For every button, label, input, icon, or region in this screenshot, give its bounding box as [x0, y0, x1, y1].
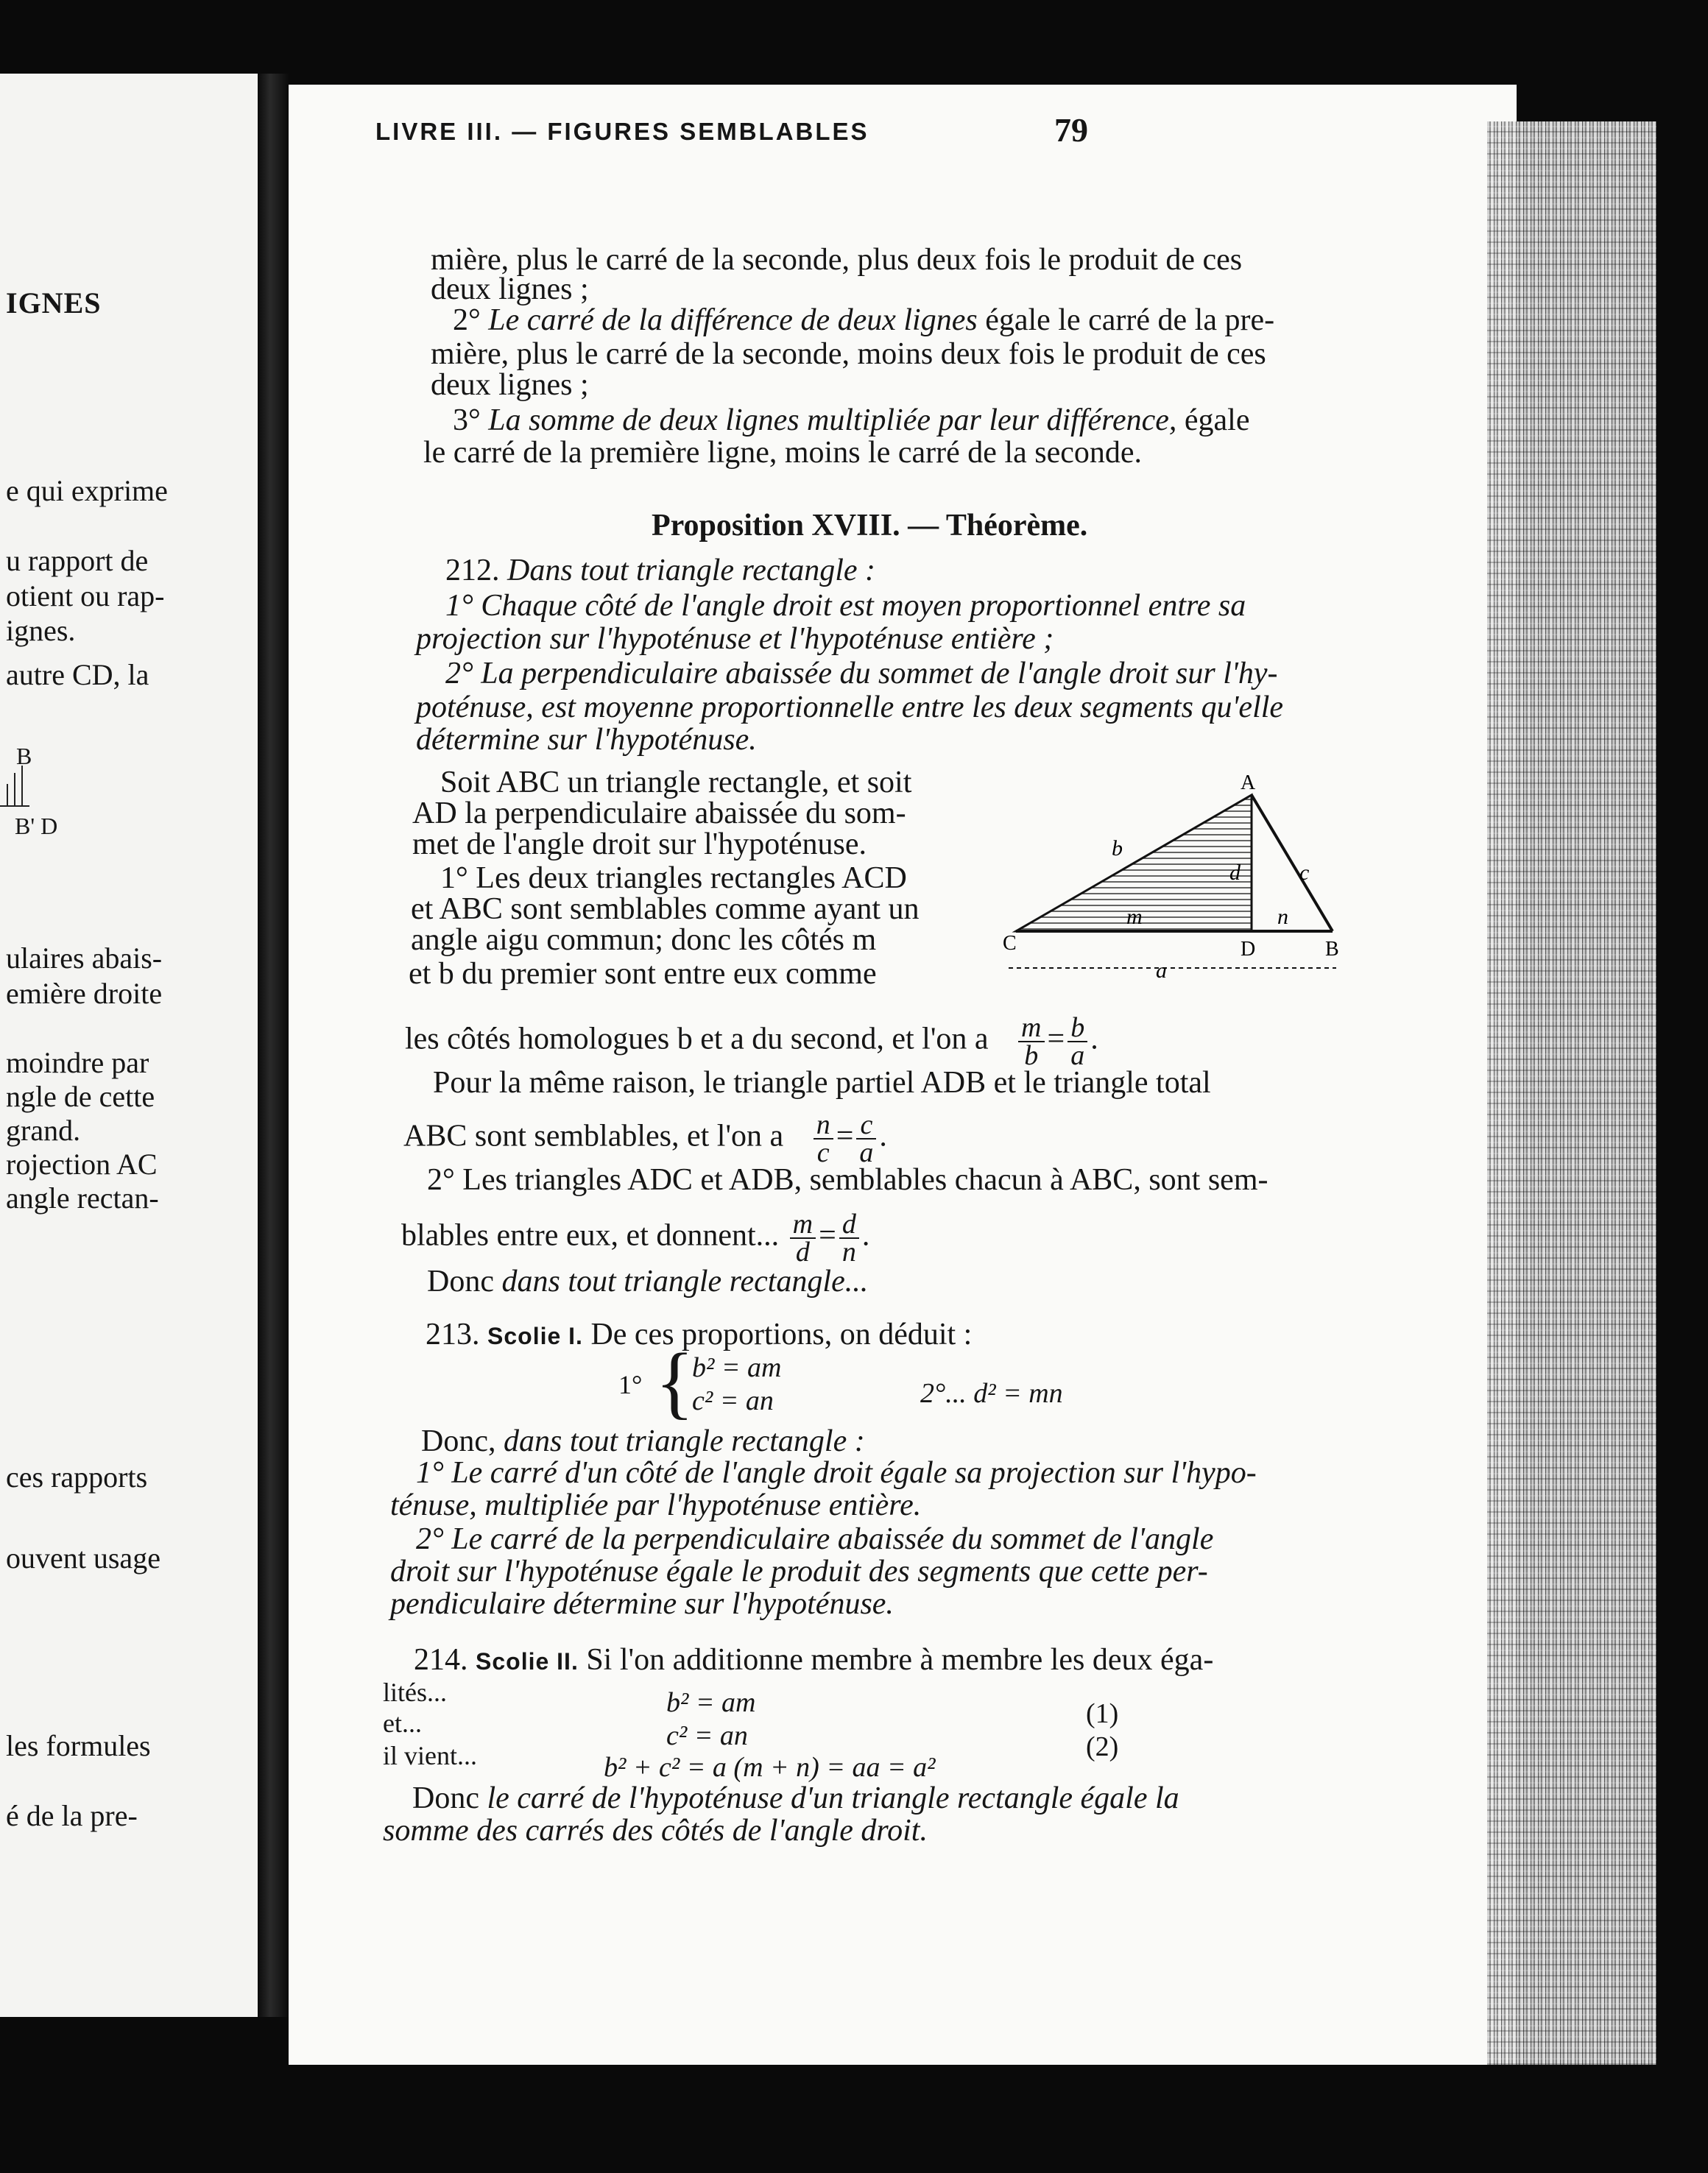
left-page-figure-label: B' D — [15, 813, 58, 839]
left-page-line: otient ou rap- — [6, 579, 165, 612]
left-facing-page — [0, 74, 258, 2017]
left-page-line: emière droite — [6, 977, 163, 1010]
proof-line: met de l'angle droit sur l'hypoténuse. — [412, 827, 867, 861]
book-gutter — [258, 74, 289, 2017]
equation-tag-1: (1) — [1086, 1698, 1119, 1729]
scolie-2-text: il vient... — [383, 1741, 477, 1770]
theorem-statement: 1° Chaque côté de l'angle droit est moyen proportionnel entre sa — [445, 589, 1246, 623]
page-number: 79 — [1054, 111, 1088, 149]
scolie-1-eq-index: 1° — [618, 1370, 643, 1399]
scolie-2-eq2: c² = an — [666, 1720, 748, 1751]
theorem-statement: détermine sur l'hypoténuse. — [416, 723, 757, 757]
theorem-statement: 212. Dans tout triangle rectangle : — [445, 554, 876, 587]
left-page-line: grand. — [6, 1114, 81, 1147]
left-page-line: u rapport de — [6, 544, 149, 577]
scolie-1-eq1: b² = am — [692, 1352, 782, 1383]
scolie-1-text: droit sur l'hypoténuse égale le produit des segments que cette per- — [390, 1555, 1208, 1589]
scolie-2-conclusion: somme des carrés des côtés de l'angle droit. — [383, 1814, 928, 1848]
fraction-d-n: $\frac{d}{n}$ — [839, 1211, 859, 1265]
left-page-line: ulaires abais- — [6, 941, 163, 975]
scolie-2-heading: 214. Scolie II. Si l'on additionne membre à membre les deux éga- — [414, 1643, 1214, 1677]
proof-line: et b du premier sont entre eux comme — [409, 957, 877, 991]
brace: { — [655, 1337, 694, 1427]
scolie-1-text: 1° Le carré d'un côté de l'angle droit égale sa projection sur l'hypo- — [416, 1456, 1257, 1490]
left-page-line: ignes. — [6, 614, 76, 647]
proof-line: Soit ABC un triangle rectangle, et soit — [440, 766, 912, 799]
theorem-statement: poténuse, est moyenne proportionnelle entre les deux segments qu'elle — [416, 690, 1284, 724]
proof-line: et ABC sont semblables comme ayant un — [411, 892, 920, 926]
scolie-2-eq1: b² = am — [666, 1687, 756, 1718]
side-c — [1252, 795, 1333, 931]
scolie-1-text: 2° Le carré de la perpendiculaire abaissée du sommet de l'angle — [416, 1522, 1214, 1556]
proof-line: blables entre eux, et donnent... $\frac{m}{d}$ = $\frac{d}{n}$ . — [401, 1209, 870, 1268]
label-m: m — [1126, 905, 1143, 929]
scolie-2-text: lités... — [383, 1678, 447, 1707]
left-page-line: rojection AC — [6, 1148, 158, 1181]
label-n: n — [1277, 905, 1288, 929]
left-page-line: e qui exprime — [6, 474, 168, 507]
scolie-1-text: ténuse, multipliée par l'hypoténuse entière. — [390, 1488, 922, 1522]
proof-line: AD la perpendiculaire abaissée du som- — [412, 796, 906, 830]
equation-tag-2: (2) — [1086, 1731, 1119, 1762]
intro-line: deux lignes ; — [431, 368, 589, 402]
page-edges — [1487, 121, 1656, 2065]
label-C: C — [1003, 932, 1017, 955]
running-head: LIVRE III. — FIGURES SEMBLABLES — [375, 118, 869, 145]
scolie-1-eq3: 2°... d² = mn — [920, 1378, 1063, 1409]
fraction-c-a: $\frac{c}{a}$ — [856, 1112, 876, 1166]
fraction-b-a: $\frac{b}{a}$ — [1068, 1014, 1087, 1069]
intro-line: mière, plus le carré de la seconde, plus deux fois le produit de ces — [431, 243, 1243, 277]
label-A: A — [1241, 773, 1256, 794]
left-page-line: les formules — [6, 1729, 151, 1762]
label-a: a — [1156, 958, 1167, 983]
label-b: b — [1112, 836, 1123, 861]
proof-conclusion: Donc dans tout triangle rectangle... — [427, 1265, 869, 1298]
proof-line: Pour la même raison, le triangle partiel ADB et le triangle total — [433, 1066, 1211, 1100]
proof-line: 2° Les triangles ADC et ADB, semblables chacun à ABC, sont sem- — [427, 1163, 1268, 1197]
left-page-line: ngle de cette — [6, 1080, 155, 1113]
theorem-statement: 2° La perpendiculaire abaissée du sommet de l'angle droit sur l'hy- — [445, 657, 1278, 690]
left-page-line: autre CD, la — [6, 658, 149, 691]
intro-line: 3° La somme de deux lignes multipliée par leur différence, égale — [453, 403, 1250, 437]
proof-line: angle aigu commun; donc les côtés m — [411, 923, 877, 957]
theorem-statement: projection sur l'hypoténuse et l'hypoténuse entière ; — [416, 622, 1054, 656]
left-page-heading: IGNES — [6, 286, 102, 319]
left-page-line: angle rectan- — [6, 1181, 159, 1215]
left-page-line: moindre par — [6, 1046, 149, 1079]
scolie-1-text: pendiculaire détermine sur l'hypoténuse. — [390, 1587, 894, 1621]
intro-line: 2° Le carré de la différence de deux lignes égale le carré de la pre- — [453, 303, 1275, 337]
label-B: B — [1325, 938, 1339, 961]
fraction-m-d: $\frac{m}{d}$ — [790, 1211, 816, 1265]
intro-line: mière, plus le carré de la seconde, moins deux fois le produit de ces — [431, 337, 1266, 371]
fraction-n-c: $\frac{n}{c}$ — [814, 1112, 833, 1166]
scolie-1-text: Donc, dans tout triangle rectangle : — [421, 1424, 865, 1458]
proof-line: 1° Les deux triangles rectangles ACD — [440, 861, 907, 895]
label-c: c — [1299, 861, 1310, 885]
intro-line: le carré de la première ligne, moins le carré de la seconde. — [423, 436, 1142, 470]
proof-line: les côtés homologues b et a du second, et l'on a $\frac{m}{b}$ = $\frac{b}{a}$ . — [405, 1012, 1098, 1071]
right-triangle-figure — [1001, 773, 1355, 994]
left-page-line: é de la pre- — [6, 1799, 138, 1832]
left-page-figure-label: B — [16, 743, 32, 769]
scolie-1-heading: 213. Scolie I. De ces proportions, on déduit : — [426, 1318, 973, 1352]
fraction-m-b: $\frac{m}{b}$ — [1018, 1014, 1044, 1069]
label-D: D — [1241, 938, 1256, 961]
scolie-1-eq2: c² = an — [692, 1385, 774, 1416]
intro-line: deux lignes ; — [431, 272, 589, 306]
proposition-title: Proposition XVIII. — Théorème. — [652, 509, 1088, 543]
label-d: d — [1229, 861, 1241, 885]
scolie-2-conclusion: Donc le carré de l'hypoténuse d'un triangle rectangle égale la — [412, 1781, 1179, 1815]
scolie-2-text: et... — [383, 1709, 422, 1738]
scolie-2-eq3: b² + c² = a (m + n) = aa = a² — [604, 1752, 936, 1783]
left-page-line: ouvent usage — [6, 1541, 160, 1575]
left-page-line: ces rapports — [6, 1460, 148, 1494]
proof-line: ABC sont semblables, et l'on a $\frac{n}{c}$ = $\frac{c}{a}$ . — [403, 1109, 887, 1168]
